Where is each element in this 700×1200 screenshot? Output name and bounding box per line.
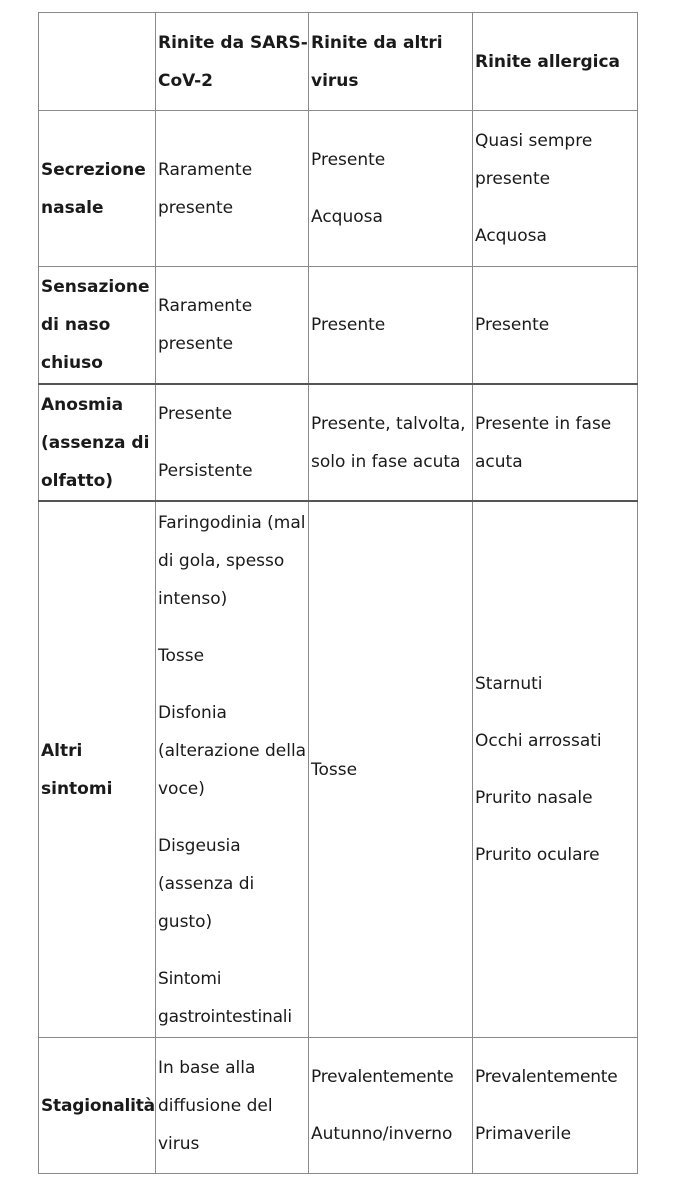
cell-paragraph: Tosse — [311, 759, 358, 780]
table-row — [39, 1038, 638, 1174]
row-label-anosmia: Anosmia (assenza di olfatto) — [39, 384, 156, 501]
cell-paragraph: Presente — [311, 150, 386, 170]
cell-paragraph: Acquosa — [475, 226, 547, 246]
cell-paragraph: Disfonia (alterazione della voce) — [158, 702, 307, 799]
header-sars-cov-2: Rinite da SARS-CoV-2 — [156, 13, 309, 111]
cell-sars-altri-sintomi — [156, 501, 309, 1038]
cell-paragraph: Presente — [311, 315, 386, 335]
comparison-table-container — [38, 12, 637, 1174]
cell-paragraph: In base alla diffusione del virus — [158, 1057, 273, 1154]
cell-paragraph: Faringodinia (mal di gola, spesso intenso) — [158, 512, 306, 609]
cell-altri-naso-chiuso — [309, 267, 473, 385]
row-label-secrezione-nasale: Secrezione nasale — [39, 111, 156, 267]
cell-paragraph: Raramente presente — [158, 159, 253, 218]
cell-paragraph: Occhi arrossati — [475, 731, 602, 751]
rhinitis-comparison-table — [38, 12, 638, 1174]
cell-altri-anosmia — [309, 384, 473, 501]
cell-paragraph: Presente, talvolta, solo in fase acuta — [311, 413, 466, 472]
cell-paragraph: Autunno/inverno — [311, 1124, 453, 1144]
table-row — [39, 501, 638, 1038]
header-allergica: Rinite allergica — [473, 13, 638, 111]
cell-allergica-anosmia — [473, 384, 638, 501]
row-label-altri-sintomi: Altri sintomi — [39, 501, 156, 1038]
header-empty-cell — [39, 13, 156, 111]
cell-paragraph: Disgeusia (assenza di gusto) — [158, 835, 255, 932]
cell-allergica-secrezione — [473, 111, 638, 267]
cell-sars-secrezione — [156, 111, 309, 267]
cell-paragraph: Raramente presente — [158, 296, 253, 354]
cell-paragraph: Starnuti — [475, 674, 543, 694]
table-row — [39, 111, 638, 267]
cell-allergica-naso-chiuso — [473, 267, 638, 385]
cell-sars-anosmia — [156, 384, 309, 501]
row-label-stagionalita: Stagionalità — [39, 1038, 156, 1174]
cell-paragraph: Persistente — [158, 461, 253, 481]
cell-paragraph: Prurito nasale — [475, 788, 593, 808]
cell-paragraph: Acquosa — [311, 207, 383, 227]
cell-paragraph: Primaverile — [475, 1124, 572, 1144]
cell-altri-secrezione — [309, 111, 473, 267]
cell-paragraph: Prevalentemente — [475, 1067, 618, 1087]
cell-paragraph: Tosse — [158, 645, 205, 666]
cell-allergica-altri-sintomi — [473, 501, 638, 1038]
row-label-naso-chiuso: Sensazione di naso chiuso — [39, 267, 156, 385]
cell-altri-altri-sintomi — [309, 501, 473, 1038]
cell-altri-stagionalita — [309, 1038, 473, 1174]
cell-sars-naso-chiuso — [156, 267, 309, 385]
cell-paragraph: Prevalentemente — [311, 1067, 454, 1087]
cell-paragraph: Sintomi gastrointestinali — [158, 968, 292, 1027]
cell-paragraph: Presente — [158, 404, 233, 424]
table-header-row — [39, 13, 638, 111]
cell-paragraph: Prurito oculare — [475, 845, 600, 865]
header-altri-virus: Rinite da altri virus — [309, 13, 473, 111]
table-row — [39, 267, 638, 385]
cell-paragraph: Presente — [475, 315, 550, 335]
cell-sars-stagionalita — [156, 1038, 309, 1174]
cell-paragraph: Quasi sempre presente — [475, 131, 593, 189]
cell-paragraph: Presente in fase acuta — [475, 413, 612, 472]
table-row — [39, 384, 638, 501]
cell-allergica-stagionalita — [473, 1038, 638, 1174]
